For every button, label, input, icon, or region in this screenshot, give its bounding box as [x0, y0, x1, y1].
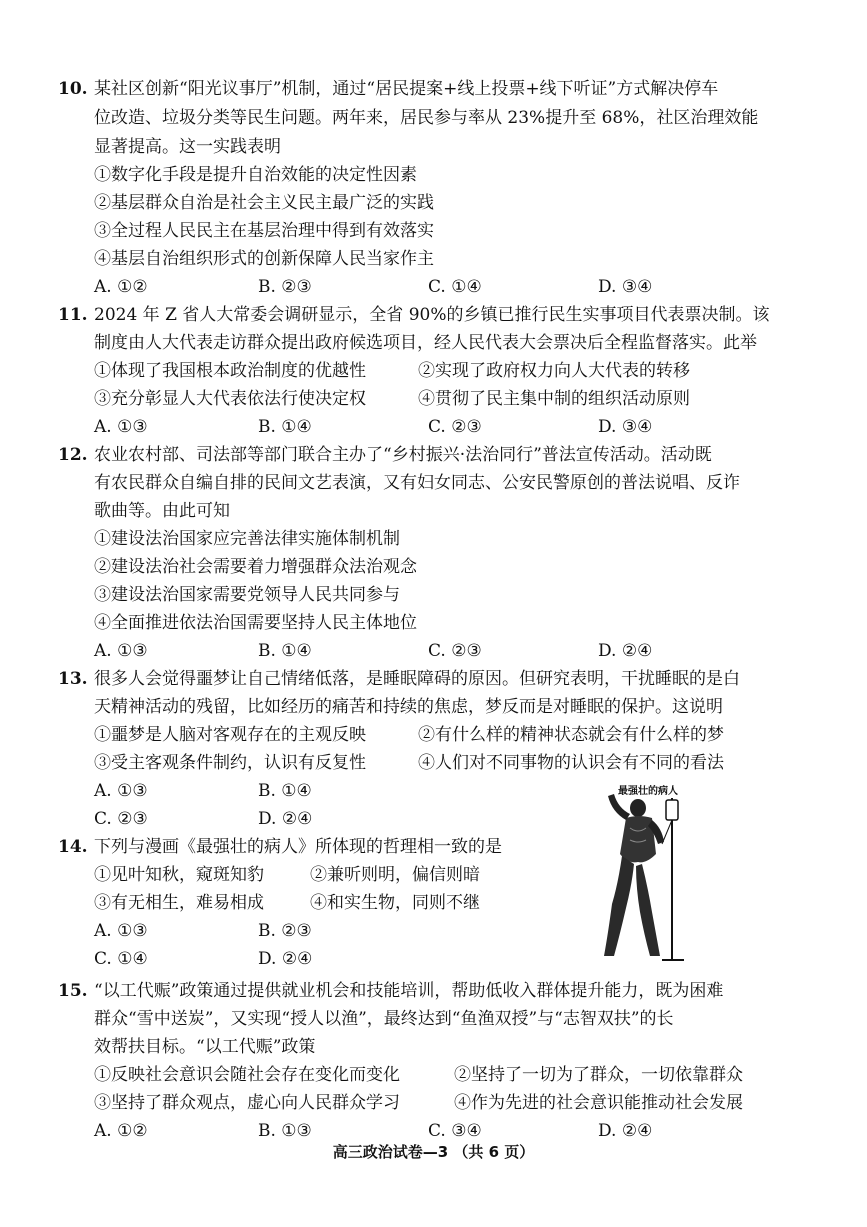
- statement-item: ②坚持了一切为了群众，一切依靠群众: [454, 1065, 743, 1085]
- answer-option: B. ①③: [258, 1121, 312, 1141]
- statement-item: ③建设法治国家需要党领导人民共同参与: [94, 585, 400, 605]
- statement-item: ①数字化手段是提升自治效能的决定性因素: [94, 165, 417, 185]
- question-stem-line: 群众“雪中送炭”，又实现“授人以渔”，最终达到“鱼渔双授”与“志智双扶”的长: [94, 1009, 674, 1029]
- statement-item: ④人们对不同事物的认识会有不同的看法: [418, 753, 724, 773]
- answer-option: B. ①④: [258, 417, 312, 437]
- question-stem-line: 天精神活动的残留，比如经历的痛苦和持续的焦虑，梦反而是对睡眠的保护。这说明: [94, 697, 723, 717]
- statement-item: ③坚持了群众观点，虚心向人民群众学习: [94, 1093, 400, 1113]
- answer-option: D. ③④: [598, 277, 653, 297]
- statement-item: ④和实生物，同则不继: [310, 893, 480, 913]
- statement-item: ①体现了我国根本政治制度的优越性: [94, 361, 366, 381]
- answer-option: B. ②③: [258, 277, 312, 297]
- statement-item: ④全面推进依法治国需要坚持人民主体地位: [94, 613, 417, 633]
- answer-option: B. ②③: [258, 921, 312, 941]
- answer-option: C. ①④: [428, 277, 482, 297]
- answer-option: D. ②④: [258, 809, 313, 829]
- statement-item: ②实现了政府权力向人大代表的转移: [418, 361, 690, 381]
- question-stem-line: 有农民群众自编自排的民间文艺表演，又有妇女同志、公安民警原创的普法说唱、反诈: [94, 473, 740, 493]
- answer-option: C. ②③: [94, 809, 148, 829]
- answer-option: A. ①③: [94, 417, 148, 437]
- answer-option: A. ①③: [94, 641, 148, 661]
- question-stem-line: 制度由人大代表走访群众提出政府候选项目，经人民代表大会票决后全程监督落实。此举: [94, 333, 757, 353]
- answer-option: D. ③④: [598, 417, 653, 437]
- statement-item: ③充分彰显人大代表依法行使决定权: [94, 389, 366, 409]
- statement-item: ④基层自治组织形式的创新保障人民当家作主: [94, 249, 434, 269]
- answer-option: D. ②④: [598, 1121, 653, 1141]
- question-number: 15.: [58, 981, 88, 1001]
- statement-item: ②兼听则明，偏信则暗: [310, 865, 480, 885]
- comic-illustration: [590, 784, 700, 962]
- statement-item: ③全过程人民民主在基层治理中得到有效落实: [94, 221, 434, 241]
- question-stem-line: 效帮扶目标。“以工代赈”政策: [94, 1037, 316, 1057]
- question-number: 10.: [58, 79, 88, 99]
- answer-option: C. ①④: [94, 949, 148, 969]
- statement-item: ①反映社会意识会随社会存在变化而变化: [94, 1065, 400, 1085]
- answer-option: A. ①②: [94, 277, 148, 297]
- comic-title: 最强壮的病人: [618, 786, 678, 797]
- question-number: 14.: [58, 837, 88, 857]
- question-number: 13.: [58, 669, 88, 689]
- statement-item: ①建设法治国家应完善法律实施体制机制: [94, 529, 400, 549]
- statement-item: ①噩梦是人脑对客观存在的主观反映: [94, 725, 366, 745]
- question-stem-line: 农业农村部、司法部等部门联合主办了“乡村振兴·法治同行”普法宣传活动。活动既: [94, 445, 712, 465]
- question-stem-line: 下列与漫画《最强壮的病人》所体现的哲理相一致的是: [94, 837, 502, 857]
- answer-option: C. ③④: [428, 1121, 482, 1141]
- question-stem-line: “以工代赈”政策通过提供就业机会和技能培训，帮助低收入群体提升能力，既为困难: [94, 981, 724, 1001]
- answer-option: A. ①②: [94, 1121, 148, 1141]
- answer-option: C. ②③: [428, 417, 482, 437]
- answer-option: D. ②④: [598, 641, 653, 661]
- answer-option: D. ②④: [258, 949, 313, 969]
- statement-item: ④作为先进的社会意识能推动社会发展: [454, 1093, 743, 1113]
- question-stem-line: 歌曲等。由此可知: [94, 501, 230, 521]
- statement-item: ②建设法治社会需要着力增强群众法治观念: [94, 557, 417, 577]
- statement-item: ③受主客观条件制约，认识有反复性: [94, 753, 366, 773]
- statement-item: ②基层群众自治是社会主义民主最广泛的实践: [94, 193, 434, 213]
- page-footer: 高三政治试卷—3 （共 6 页）: [332, 1143, 535, 1161]
- question-stem-line: 很多人会觉得噩梦让自己情绪低落，是睡眠障碍的原因。但研究表明，干扰睡眠的是白: [94, 669, 740, 689]
- statement-item: ②有什么样的精神状态就会有什么样的梦: [418, 725, 724, 745]
- answer-option: C. ②③: [428, 641, 482, 661]
- question-stem-line: 某社区创新“阳光议事厅”机制，通过“居民提案+线上投票+线下听证”方式解决停车: [94, 79, 719, 99]
- question-stem-line: 2024 年 Z 省人大常委会调研显示，全省 90%的乡镇已推行民生实事项目代表票决制。该: [94, 305, 770, 325]
- statement-item: ④贯彻了民主集中制的组织活动原则: [418, 389, 690, 409]
- question-stem-line: 位改造、垃圾分类等民生问题。两年来，居民参与率从 23%提升至 68%，社区治理效能: [94, 108, 759, 128]
- statement-item: ①见叶知秋，窥斑知豹: [94, 865, 264, 885]
- answer-option: B. ①④: [258, 781, 312, 801]
- answer-option: A. ①③: [94, 781, 148, 801]
- answer-option: A. ①③: [94, 921, 148, 941]
- question-stem-line: 显著提高。这一实践表明: [94, 137, 281, 157]
- question-number: 12.: [58, 445, 88, 465]
- statement-item: ③有无相生，难易相成: [94, 893, 264, 913]
- question-number: 11.: [58, 305, 88, 325]
- answer-option: B. ①④: [258, 641, 312, 661]
